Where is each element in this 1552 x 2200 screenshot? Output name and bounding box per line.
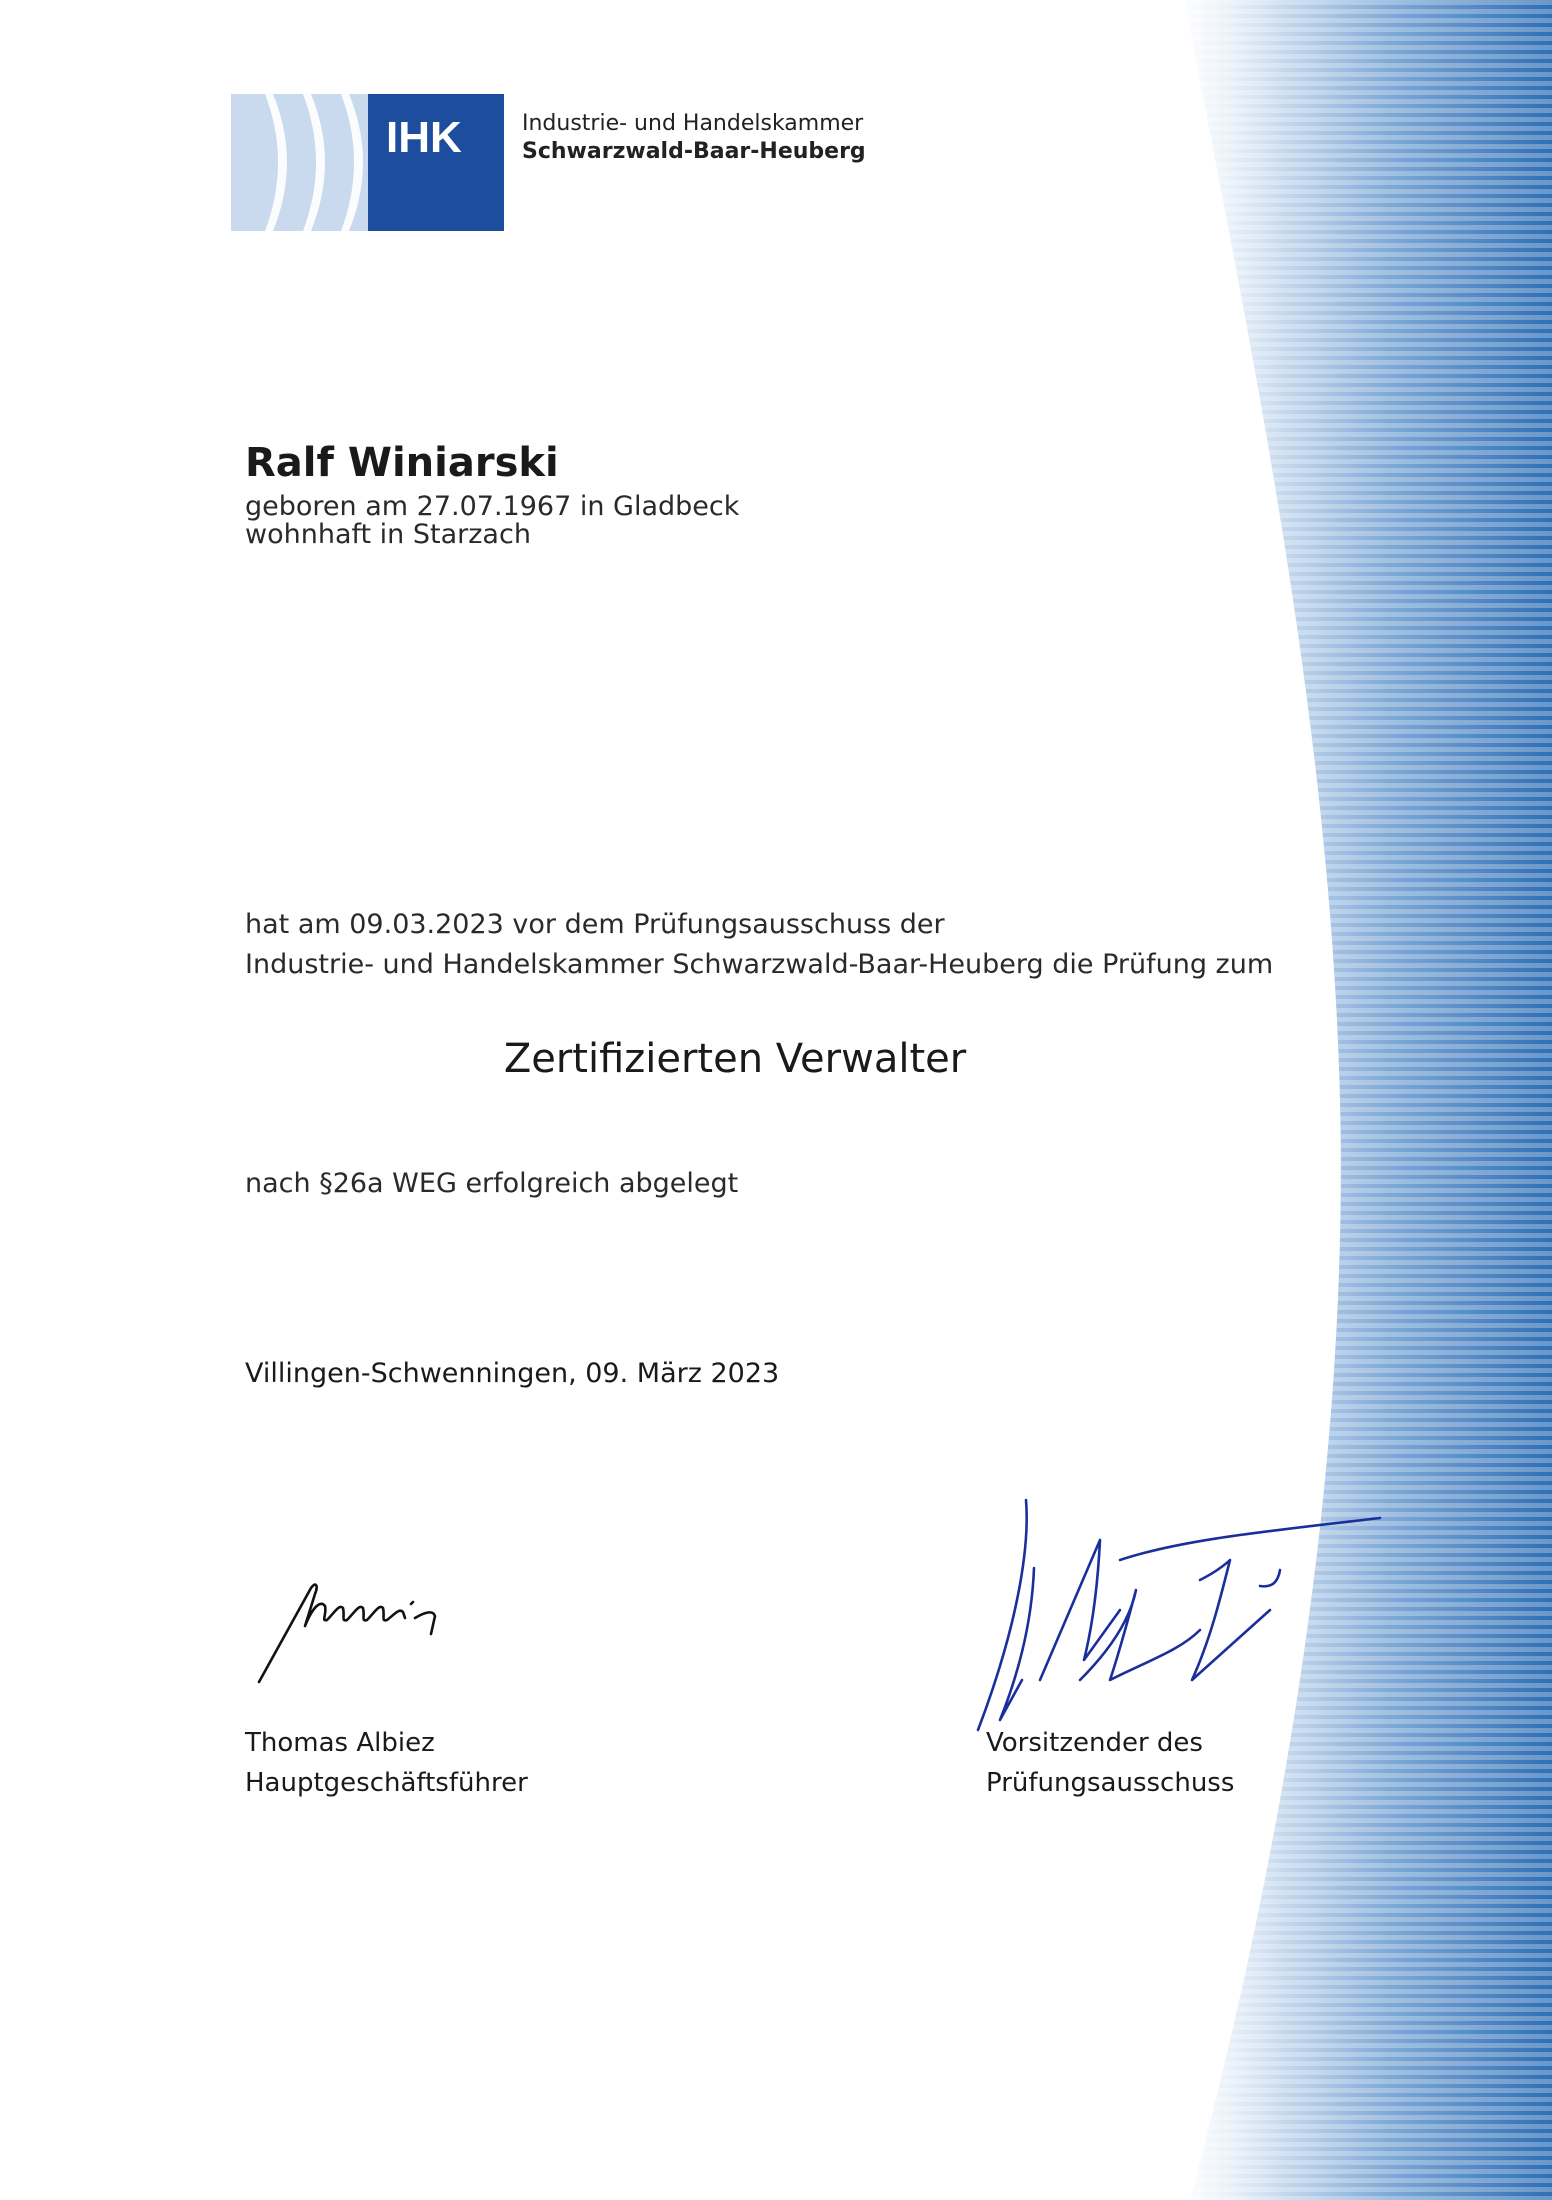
ihk-logo [231,94,504,231]
signatory-right [986,1723,1234,1803]
exam-statement [245,905,1273,985]
signatory-left-role: Hauptgeschäftsführer [245,1768,528,1798]
signatory-right-role-line1: Vorsitzender des [986,1728,1203,1758]
signatory-left-name: Thomas Albiez [245,1728,435,1758]
issuer-name [522,110,866,166]
signatory-left [245,1723,528,1803]
exam-statement-line1: hat am 09.03.2023 vor dem Prüfungsausschuss der [245,909,945,940]
signature-right [960,1470,1500,1750]
issuer-name-line2: Schwarzwald-Baar-Heuberg [522,139,866,164]
exam-statement-line2: Industrie- und Handelskammer Schwarzwald-Baar-Heuberg die Prüfung zum [245,949,1274,980]
exam-statement-line3: nach §26a WEG erfolgreich abgelegt [245,1168,739,1199]
qualification-title: Zertifizierten Verwalter [503,1036,967,1082]
recipient-residence: wohnhaft in Starzach [245,519,531,550]
recipient-name: Ralf Winiarski [245,440,559,486]
recipient-birth: geboren am 27.07.1967 in Gladbeck [245,491,740,522]
signature-left [255,1560,515,1690]
place-and-date: Villingen-Schwenningen, 09. März 2023 [245,1358,780,1389]
recipient-details [245,493,739,549]
signatory-right-role-line2: Prüfungsausschuss [986,1768,1235,1798]
issuer-name-line1: Industrie- und Handelskammer [522,111,864,136]
ihk-logo-text: IHK [386,113,462,162]
